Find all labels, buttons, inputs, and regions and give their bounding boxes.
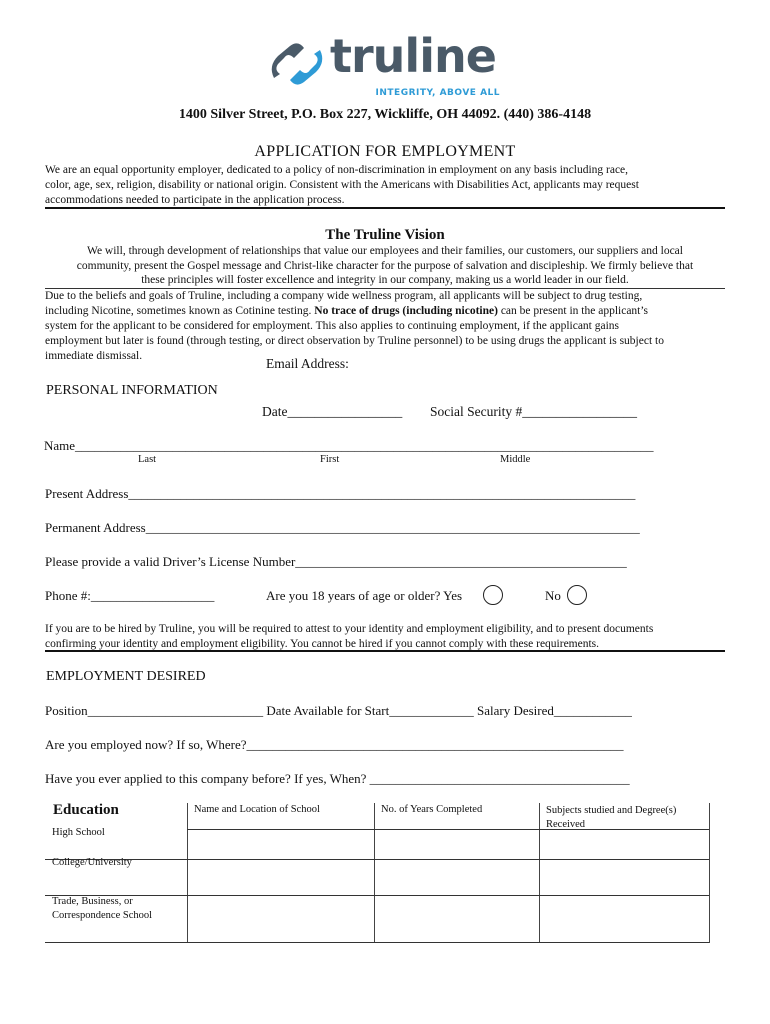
name-sub-first: First <box>320 454 340 465</box>
vision-line-2: community, present the Gospel message and Christ-like character for the purpose of salvation and discipleship. We firmly believe that <box>76 260 694 272</box>
drug-line-1: Due to the beliefs and goals of Truline, including a company wide wellness program, all applicants will be subject to drug testing, <box>45 290 643 302</box>
education-cell[interactable] <box>188 830 374 859</box>
education-row-college: College/University <box>52 857 132 868</box>
position-field[interactable]: Position___________________________ Date Available for Start_____________ Salary Desired____________ <box>45 703 632 718</box>
vision-heading: The Truline Vision <box>325 227 445 243</box>
education-col-school: Name and Location of School <box>194 804 320 815</box>
education-cell[interactable] <box>540 860 709 895</box>
vision-line-3: these principles will foster excellence and integrity in our company, making us a world leader in our field. <box>141 274 629 286</box>
present-address-field[interactable]: Present Address______________________________________________________________________________ <box>45 486 636 501</box>
page-title: APPLICATION FOR EMPLOYMENT <box>254 143 516 160</box>
age-no-label: No <box>545 588 561 603</box>
education-heading: Education <box>53 802 119 818</box>
drug-emphasis: No trace of drugs (including nicotine) <box>314 305 498 317</box>
brand-name: truline <box>330 29 496 83</box>
email-label[interactable]: Email Address: <box>266 356 349 371</box>
table-row-line <box>45 942 709 943</box>
eeo-line-2: color, age, sex, religion, disability or national origin. Consistent with the Americans with Disabilities Act, applicants may request <box>45 179 639 191</box>
permanent-address-field[interactable]: Permanent Address____________________________________________________________________________ <box>45 520 640 535</box>
education-cell[interactable] <box>375 896 539 942</box>
table-col-divider <box>709 803 710 943</box>
drug-line-5: immediate dismissal. <box>45 350 143 362</box>
education-cell[interactable] <box>375 860 539 895</box>
education-cell[interactable] <box>375 830 539 859</box>
drug-text: including Nicotine, sometimes known as Cotinine testing. <box>45 305 315 317</box>
personal-heading: PERSONAL INFORMATION <box>46 383 218 398</box>
education-cell[interactable] <box>188 896 374 942</box>
company-address: 1400 Silver Street, P.O. Box 227, Wickliffe, OH 44092. (440) 386-4148 <box>178 107 592 122</box>
name-field[interactable]: Name_________________________________________________________________________________________ <box>44 438 654 453</box>
age-question: Are you 18 years of age or older? Yes <box>266 588 463 603</box>
attest-line-2: confirming your identity and employment eligibility. You cannot be hired if you cannot comply with these requirements. <box>45 638 600 650</box>
logo <box>264 28 506 100</box>
brand-tagline: INTEGRITY, ABOVE ALL <box>375 88 500 98</box>
divider <box>45 650 725 652</box>
drug-line-3: system for the applicant to be considered for employment. This also applies to continuing employment, if the applicant gains <box>45 320 620 332</box>
drug-line-4: employment but later is found (through testing, or direct observation by Truline personnel) to be using drugs the applicant is subject to <box>45 335 664 347</box>
education-cell[interactable] <box>540 896 709 942</box>
name-sub-middle: Middle <box>500 454 531 465</box>
vision-line-1: We will, through development of relationships that value our employees and their families, our customers, our suppliers and local <box>87 245 683 257</box>
age-yes-radio[interactable] <box>483 585 503 605</box>
employment-heading: EMPLOYMENT DESIRED <box>46 669 206 684</box>
date-field[interactable]: Date_________________ <box>262 404 403 419</box>
education-cell[interactable] <box>540 830 709 859</box>
education-row-trade: Trade, Business, or Correspondence School <box>52 896 153 921</box>
applied-before-field[interactable]: Have you ever applied to this company before? If yes, When? ________________________________________ <box>45 771 630 786</box>
employed-now-field[interactable]: Are you employed now? If so, Where?__________________________________________________________ <box>45 737 624 752</box>
drug-text: can be present in the applicant’s <box>497 305 649 317</box>
education-cell[interactable] <box>188 860 374 895</box>
eeo-line-3: accommodations needed to participate in the application process. <box>45 194 345 206</box>
eeo-line-1: We are an equal opportunity employer, dedicated to a policy of non-discrimination in employment on any basis including race, <box>45 164 629 176</box>
license-field[interactable]: Please provide a valid Driver’s License Number___________________________________________________ <box>45 554 627 569</box>
education-col-subjects: Subjects studied and Degree(s) Received <box>546 805 677 830</box>
phone-field[interactable]: Phone #:___________________ <box>45 588 215 603</box>
name-sub-last: Last <box>138 454 157 465</box>
ssn-field[interactable]: Social Security #_________________ <box>430 404 637 419</box>
attest-line-1: If you are to be hired by Truline, you will be required to attest to your identity and employment eligibility, and to present documents <box>45 623 654 635</box>
divider <box>45 207 725 209</box>
drug-line-2 <box>45 304 648 320</box>
age-no-radio[interactable] <box>567 585 587 605</box>
education-row-high-school: High School <box>52 827 105 838</box>
truline-logo-icon <box>264 36 334 96</box>
education-col-years: No. of Years Completed <box>381 804 483 815</box>
